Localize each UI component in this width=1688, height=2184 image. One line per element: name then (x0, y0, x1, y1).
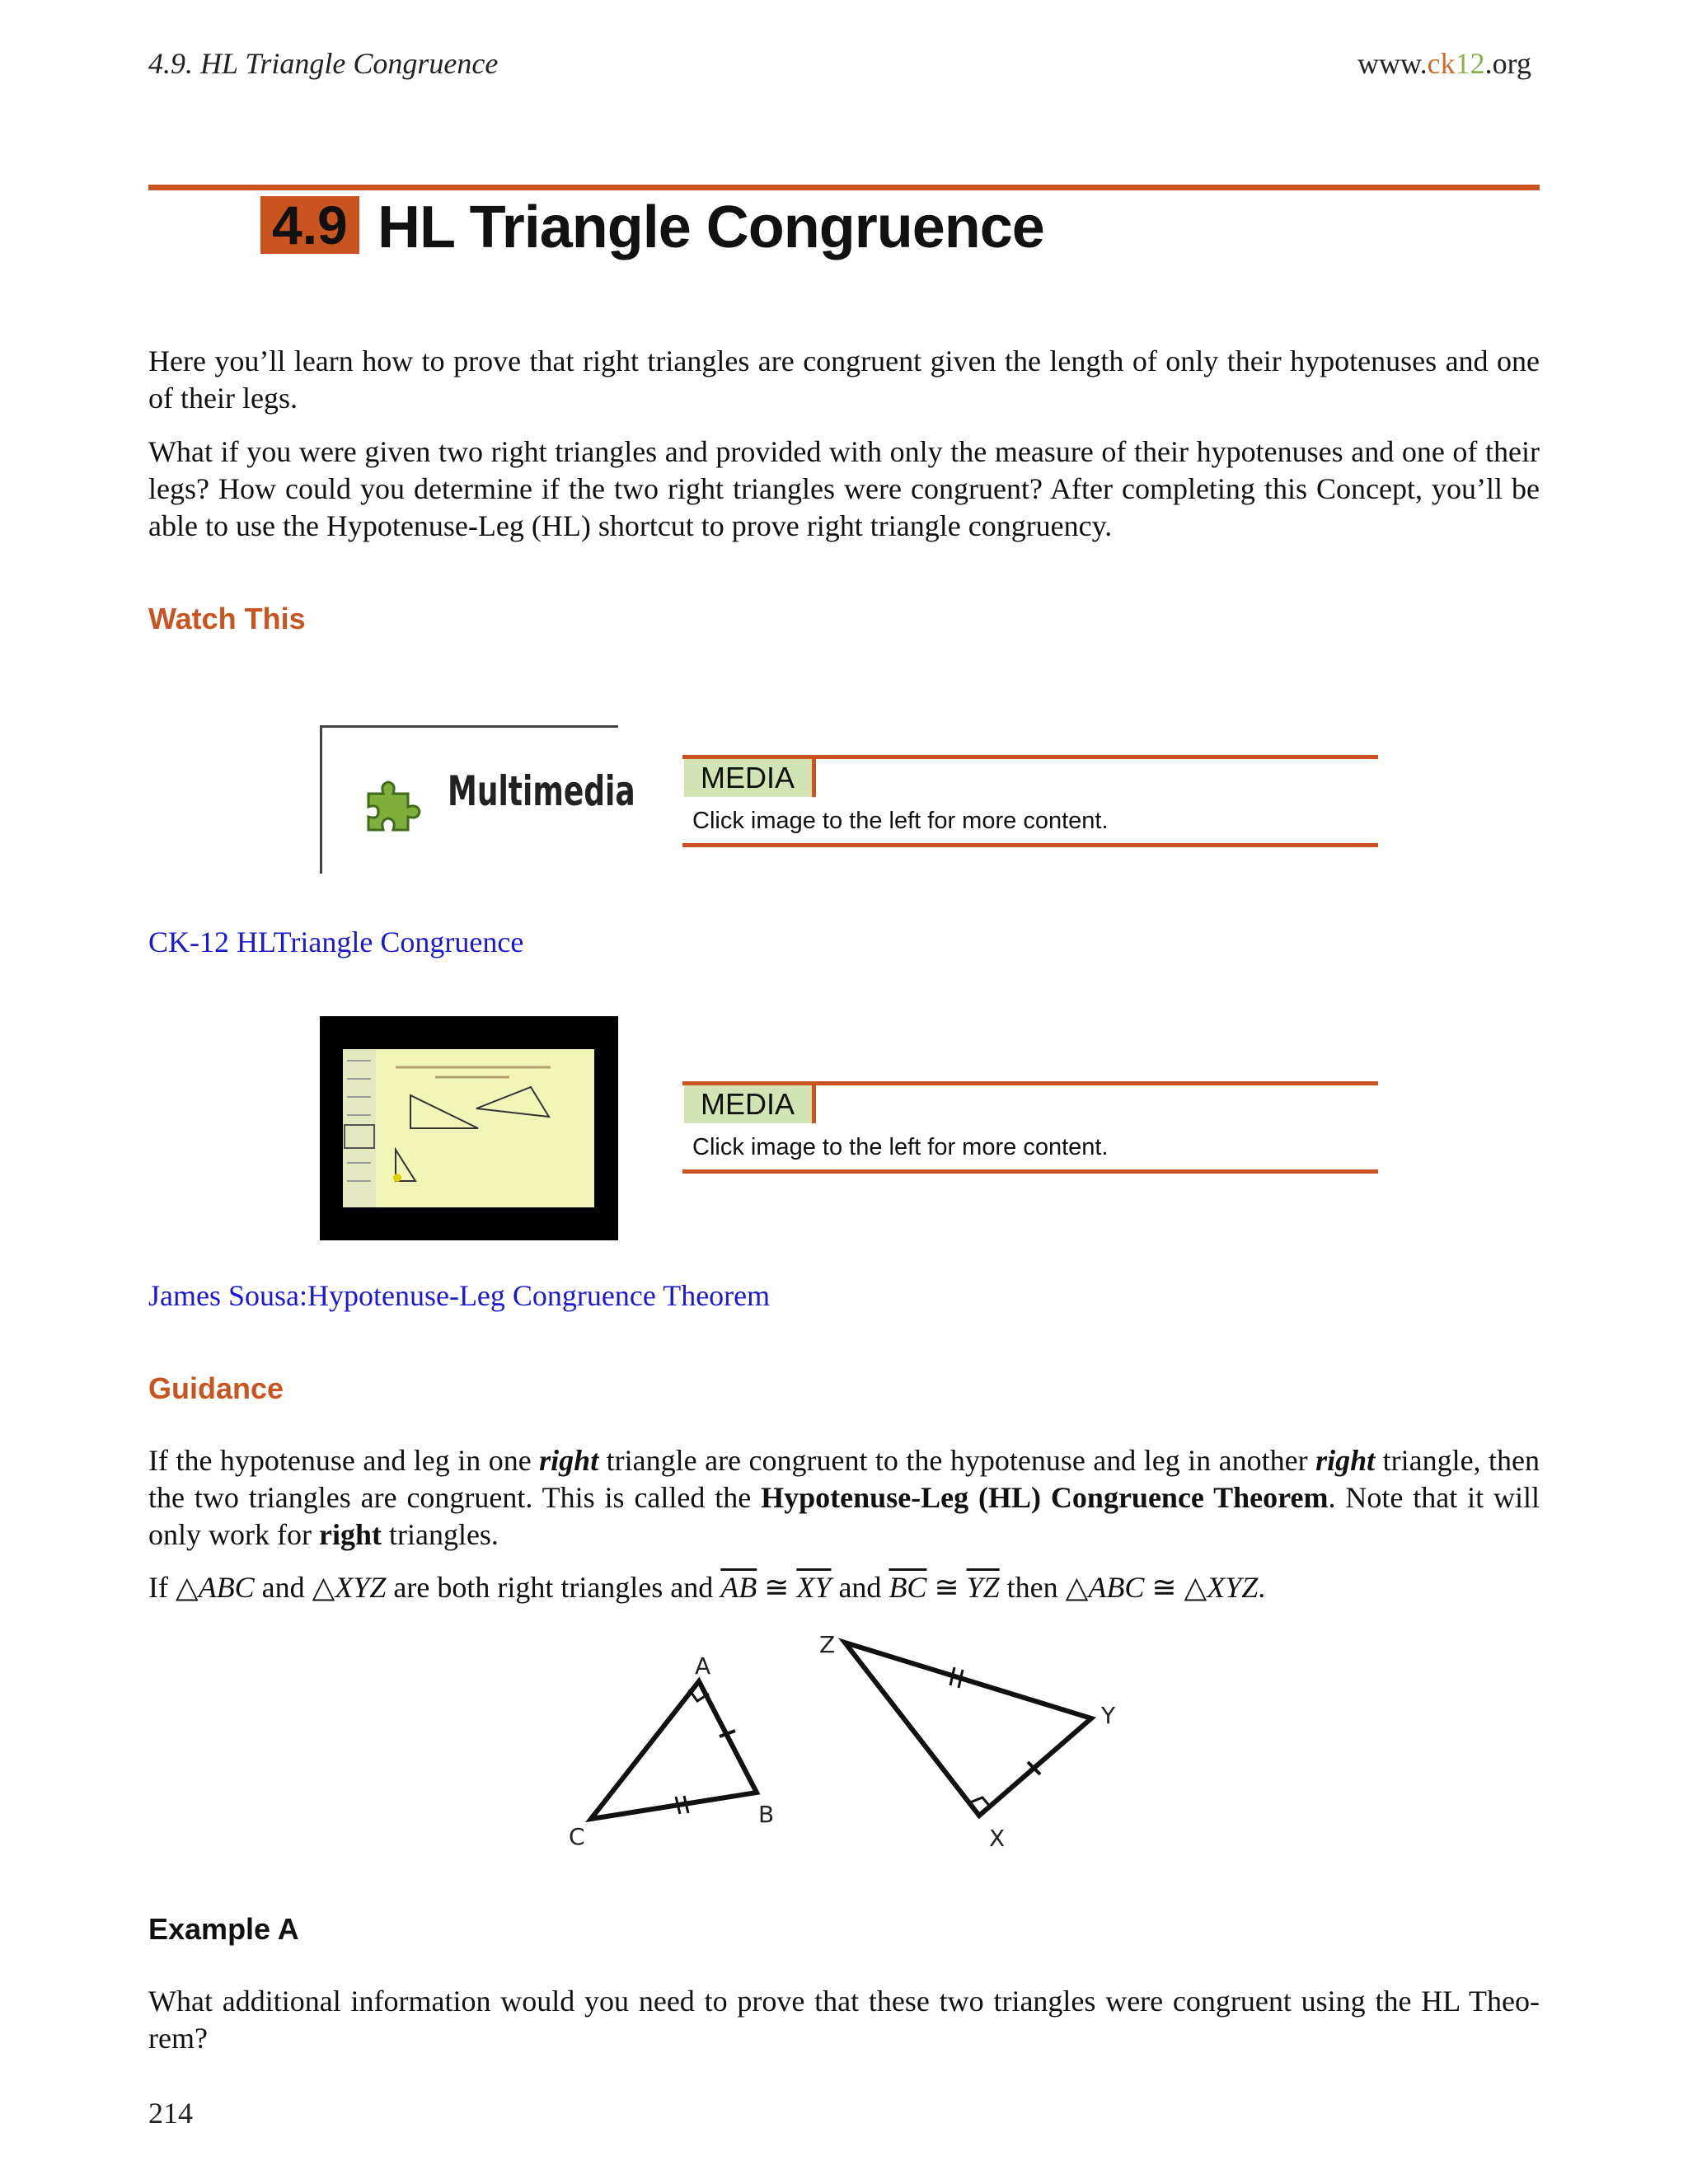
math-xyz: XYZ (335, 1571, 387, 1604)
text-run: and (831, 1571, 889, 1604)
site-prefix: www. (1357, 47, 1428, 80)
page-number: 214 (148, 2097, 193, 2130)
theorem-name: Hypotenuse-Leg (HL) Congruence Theorem (761, 1481, 1329, 1514)
text-run: If the hypotenuse and leg in one (148, 1444, 540, 1477)
triangle-symbol: △ (1184, 1571, 1207, 1604)
congruent-symbol: ≅ (757, 1571, 797, 1604)
text-run: triangle, then the two triangles are congruent. This is called the (148, 1444, 1540, 1514)
intro-paragraph-1: Here you’ll learn how to prove that right triangles are congruent given the length of only their hypotenuses and one of their legs. (148, 344, 1540, 415)
site-ck: ck (1427, 47, 1456, 80)
multimedia-label: Multimedia (448, 767, 635, 815)
running-header-site[interactable] (1357, 46, 1531, 81)
label-c: C (569, 1823, 585, 1850)
emphasis-right: right (1315, 1444, 1376, 1477)
emphasis-right: right (318, 1518, 382, 1551)
guidance-heading: Guidance (148, 1371, 284, 1405)
text-run: then (999, 1571, 1066, 1604)
intro-paragraph-2: What if you were given two right triangles and provided with only the measure of their hypotenuses and one of their legs? How could you determine if the two right triangles were congruent? After completing this Concept, you’ll be able to use the Hypotenuse-Leg (HL) shortcut to prove right triangle congruency. (148, 435, 1540, 542)
text-run: triangle are congruent to the hypotenuse and leg in another (598, 1444, 1316, 1477)
congruent-symbol: ≅ (926, 1571, 967, 1604)
media-note: Click image to the left for more content. (692, 1134, 1109, 1160)
multimedia-thumbnail[interactable] (320, 725, 635, 874)
segment-bc: $\overline{BC}$ (889, 1571, 927, 1604)
text-run: triangles. (381, 1518, 499, 1551)
media-box-1 (682, 755, 1378, 847)
watch-this-heading: Watch This (148, 602, 306, 635)
hl-formula (148, 1569, 1540, 1606)
guidance-paragraph (148, 1442, 1540, 1554)
label-a: A (695, 1652, 711, 1680)
site-12: 12 (1455, 47, 1485, 80)
site-suffix: .org (1484, 47, 1531, 80)
chapter-title: HL Triangle Congruence (377, 194, 1044, 260)
triangle-symbol: △ (1065, 1571, 1089, 1604)
text-run: . Note that it will only work for (148, 1481, 1540, 1551)
label-y: Y (1101, 1702, 1116, 1729)
media-link-2[interactable]: James Sousa:Hypotenuse-Leg Congruence Theorem (148, 1279, 771, 1312)
text-run: . (1258, 1571, 1266, 1604)
title-rule (148, 185, 1540, 190)
media-box-bottom-rule (682, 843, 1378, 847)
media-link-1[interactable]: CK-12 HLTriangle Congruence (148, 926, 524, 958)
text-run: are both right triangles and (386, 1571, 721, 1604)
video-thumbnail[interactable] (320, 1016, 618, 1240)
media-box-bottom-rule (682, 1169, 1378, 1174)
media-box-2 (682, 1081, 1378, 1174)
segment-yz: $\overline{YZ}$ (966, 1571, 1000, 1604)
hl-triangles-figure (560, 1628, 1154, 1858)
triangle-symbol: △ (175, 1571, 199, 1604)
label-x: X (989, 1825, 1006, 1852)
label-b: B (758, 1801, 775, 1828)
segment-xy: $\overline{XY}$ (796, 1571, 832, 1604)
triangle-abc (591, 1681, 757, 1819)
triangle-symbol: △ (312, 1571, 335, 1604)
media-tag: MEDIA (684, 1085, 816, 1123)
text-run: and (254, 1571, 312, 1604)
text-run: If (148, 1571, 176, 1604)
congruent-symbol: ≅ (1144, 1571, 1184, 1604)
math-xyz: XYZ (1207, 1571, 1259, 1604)
media-tag: MEDIA (684, 759, 816, 797)
media-note: Click image to the left for more content. (692, 808, 1109, 834)
segment-ab: $\overline{AB}$ (720, 1571, 757, 1604)
math-abc: ABC (1088, 1571, 1145, 1604)
puzzle-icon (360, 771, 426, 837)
video-frame (320, 1016, 618, 1240)
emphasis-right: right (539, 1444, 599, 1477)
math-abc: ABC (198, 1571, 255, 1604)
running-header-section: 4.9. HL Triangle Congruence (148, 47, 499, 80)
chapter-number: 4.9 (260, 196, 359, 254)
triangle-xyz (845, 1643, 1091, 1816)
label-z: Z (819, 1631, 836, 1658)
example-a-question: What additional information would you need to prove that these two triangles were congruent using the HL Theo- rem? (148, 1985, 1540, 2055)
example-a-heading: Example A (148, 1912, 299, 1946)
